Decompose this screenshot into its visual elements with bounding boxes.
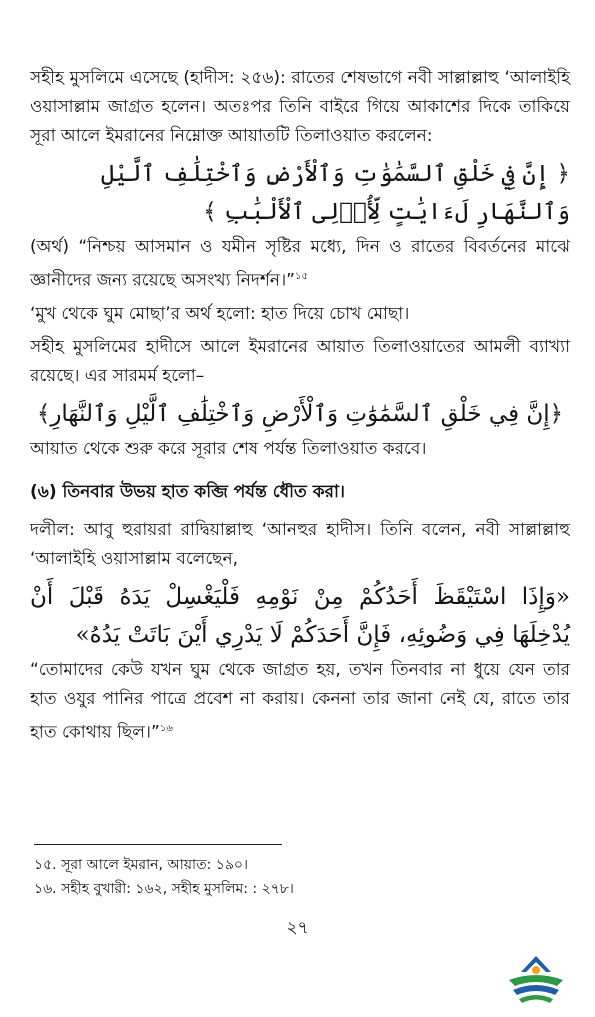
paragraph-practical-explanation: সহীহ মুসলিমের হাদীসে আলে ইমরানের আয়াত তিলাওয়াতের আমলী ব্যাখ্যা রয়েছে। এর সারমর্ম হলো– — [30, 336, 570, 386]
hadith-translation-text: “তোমাদের কেউ যখন ঘুম থেকে জাগ্রত হয়, তখন তিনবার না ধুয়ে যেন তার হাত ওযুর পানির পাত্রে প্রবেশ না করায়। কেননা তার জানা নেই যে, রাতে তার হাত কোথায় ছিল।” — [30, 659, 570, 743]
page-body — [30, 64, 570, 751]
paragraph-verse-meaning — [30, 233, 570, 296]
footnote-15: ১৫. সূরা আলে ইমরান, আয়াত: ১৯০। — [34, 857, 249, 873]
paragraph-hadith-translation — [30, 656, 570, 748]
paragraph-wiping-sleep: ‘মুখ থেকে ঘুম মোছা’র অর্থ হলো: হাত দিয়ে চোখ মোছা। — [30, 303, 410, 324]
paragraph-hadith-intro: সহীহ মুসলিমে এসেছে (হাদীস: ২৫৬): রাতের শেষভাগে নবী সাল্লাল্লাহু ‘আলাইহি ওয়াসাল্লাম জাগ্রত হলেন। অতঃপর তিনি বাইরে গিয়ে আকাশের দিকে তাকিয়ে সূরা আলে ইমরানের নিম্নোক্ত আয়াতটি তিলাওয়াত করলেন: — [30, 68, 570, 146]
verse-meaning-text: (অর্থ) “নিশ্চয় আসমান ও যমীন সৃষ্টির মধ্যে, দিন ও রাতের বিবর্তনের মাঝে জ্ঞানীদের জন্য রয়েছে অসংখ্য নিদর্শন।” — [30, 237, 570, 291]
arabic-hadith: «وَإِذَا اسْتَيْقَظَ أَحَدُكُمْ مِنْ نَوْمِهِ فَلْيَغْسِلْ يَدَهُ قَبْلَ أَنْ يُدْخِلَهَا فِي وَضُوئِهِ، فَإِنَّ أَحَدَكُمْ لَا يَدْرِي أَيْنَ بَاتَتْ يَدُهُ» — [30, 583, 570, 648]
footnote-ref-16: ১৬ — [159, 722, 173, 734]
footnotes — [34, 853, 294, 901]
arabic-verse-short: ﴿إِنَّ فِي خَلْقِ ٱلسَّمَٰوَٰتِ وَٱلْأَرْضِ وَٱخْتِلَٰفِ ٱلَّيْلِ وَٱلنَّهَارِ﴾ — [36, 400, 564, 427]
footnote-16: ১৬. সহীহ বুখারী: ১৬২, সহীহ মুসলিম: : ২৭৮। — [34, 881, 294, 897]
section-heading-wash-hands: (৬) তিনবার উভয় হাত কব্জি পর্যন্ত ধৌত করা। — [30, 481, 345, 502]
paragraph-recite-till-end: আয়াত থেকে শুরু করে সূরার শেষ পর্যন্ত তিলাওয়াত করবে। — [30, 438, 427, 459]
paragraph-evidence: দলীল: আবু হুরায়রা রাদ্বিয়াল্লাহু ‘আনহুর হাদীস। তিনি বলেন, নবী সাল্লাল্লাহু ‘আলাইহি ওয়াসাল্লাম বলেছেন, — [30, 519, 570, 569]
publisher-logo-icon — [505, 950, 567, 1006]
footnote-divider — [34, 844, 282, 845]
arabic-verse-full: ﴿ إِنَّ فِي خَلْقِ ٱلسَّمَٰوَٰتِ وَٱلْأَرْضِ وَٱخْتِلَٰفِ ٱلَّيْلِ وَٱلنَّهَارِ لَءَايَٰتٍ لِّأُو۟لِى ٱلْأَلْبَٰبِ ﴾ — [101, 161, 570, 225]
footnote-ref-15: ১৫ — [294, 271, 308, 282]
page-number: ২৭ — [286, 918, 309, 938]
